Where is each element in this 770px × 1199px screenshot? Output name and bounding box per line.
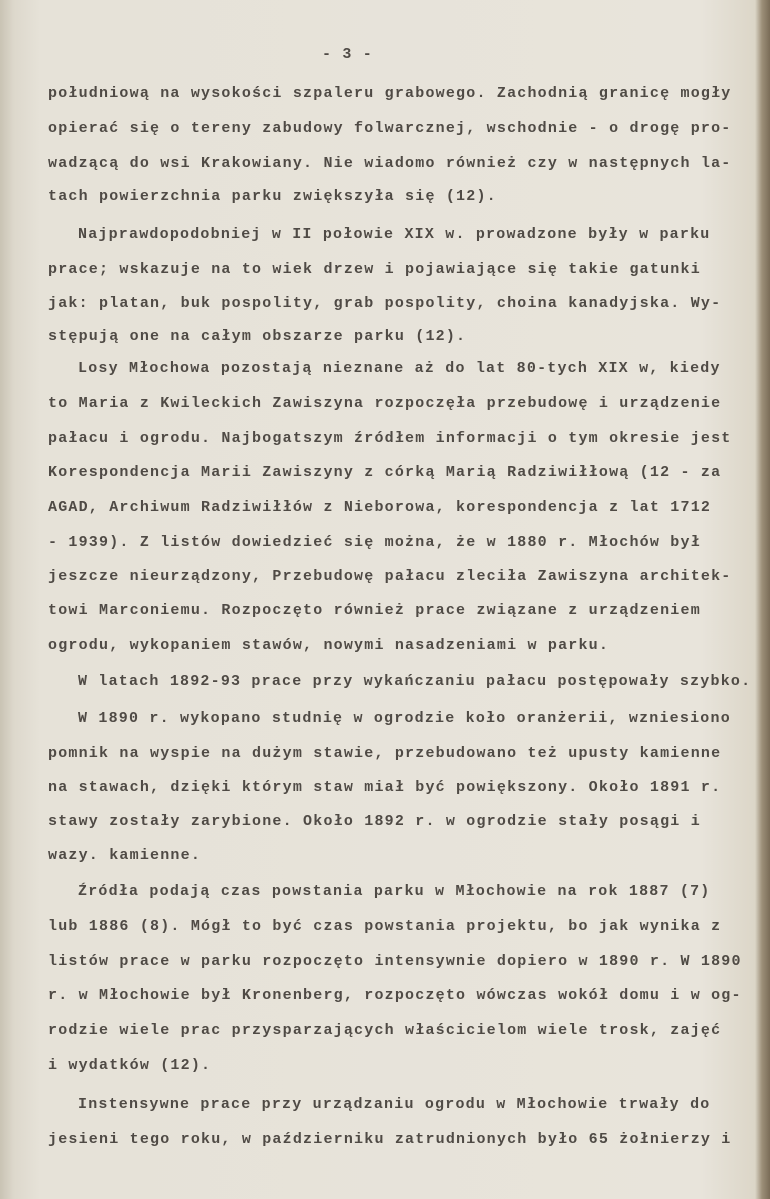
text-line: Źródła podają czas powstania parku w Młochowie na rok 1887 (7): [78, 883, 711, 900]
text-line: Instensywne prace przy urządzaniu ogrodu w Młochowie trwały do: [78, 1096, 711, 1113]
text-line: stawy zostały zarybione. Około 1892 r. w ogrodzie stały posągi i: [48, 813, 701, 830]
text-line: na stawach, dzięki którym staw miał być powiększony. Około 1891 r.: [48, 779, 722, 796]
text-line: - 1939). Z listów dowiedzieć się można, że w 1880 r. Młochów był: [48, 534, 701, 551]
text-line: to Maria z Kwileckich Zawiszyna rozpoczęła przebudowę i urządzenie: [48, 395, 722, 412]
text-line: rodzie wiele prac przysparzających właścicielom wiele trosk, zajęć: [48, 1022, 722, 1039]
text-line: W 1890 r. wykopano studnię w ogrodzie koło oranżerii, wzniesiono: [78, 710, 731, 727]
text-line: pałacu i ogrodu. Najbogatszym źródłem informacji o tym okresie jest: [48, 430, 732, 447]
text-line: r. w Młochowie był Kronenberg, rozpoczęto wówczas wokół domu i w og-: [48, 987, 742, 1004]
text-line: Najprawdopodobniej w II połowie XIX w. prowadzone były w parku: [78, 226, 711, 243]
text-line: Losy Młochowa pozostają nieznane aż do lat 80-tych XIX w, kiedy: [78, 360, 721, 377]
text-line: wadzącą do wsi Krakowiany. Nie wiadomo również czy w następnych la-: [48, 155, 732, 172]
text-line: południową na wysokości szpaleru grabowego. Zachodnią granicę mogły: [48, 85, 732, 102]
text-line: pomnik na wyspie na dużym stawie, przebudowano też upusty kamienne: [48, 745, 722, 762]
text-line: jeszcze nieurządzony, Przebudowę pałacu zleciła Zawiszyna architek-: [48, 568, 732, 585]
text-line: stępują one na całym obszarze parku (12).: [48, 328, 467, 345]
text-line: towi Marconiemu. Rozpoczęto również prace związane z urządzeniem: [48, 602, 701, 619]
text-line: Korespondencja Marii Zawiszyny z córką Marią Radziwiłłową (12 - za: [48, 464, 722, 481]
text-line: wazy. kamienne.: [48, 847, 202, 864]
text-line: ogrodu, wykopaniem stawów, nowymi nasadzeniami w parku.: [48, 637, 610, 654]
text-line: W latach 1892-93 prace przy wykańczaniu pałacu postępowały szybko.: [78, 673, 752, 690]
text-line: jesieni tego roku, w październiku zatrudnionych było 65 żołnierzy i: [48, 1131, 732, 1148]
text-line: AGAD, Archiwum Radziwiłłów z Nieborowa, korespondencja z lat 1712: [48, 499, 712, 516]
text-line: listów prace w parku rozpoczęto intensywnie dopiero w 1890 r. W 1890: [48, 953, 742, 970]
text-line: tach powierzchnia parku zwiększyła się (12).: [48, 188, 497, 205]
text-line: lub 1886 (8). Mógł to być czas powstania projektu, bo jak wynika z: [48, 918, 722, 935]
text-line: opierać się o tereny zabudowy folwarcznej, wschodnie - o drogę pro-: [48, 120, 732, 137]
text-line: jak: platan, buk pospolity, grab pospolity, choina kanadyjska. Wy-: [48, 295, 722, 312]
text-line: i wydatków (12).: [48, 1057, 212, 1074]
text-line: prace; wskazuje na to wiek drzew i pojawiające się takie gatunki: [48, 261, 701, 278]
page-number: - 3 -: [322, 46, 374, 63]
